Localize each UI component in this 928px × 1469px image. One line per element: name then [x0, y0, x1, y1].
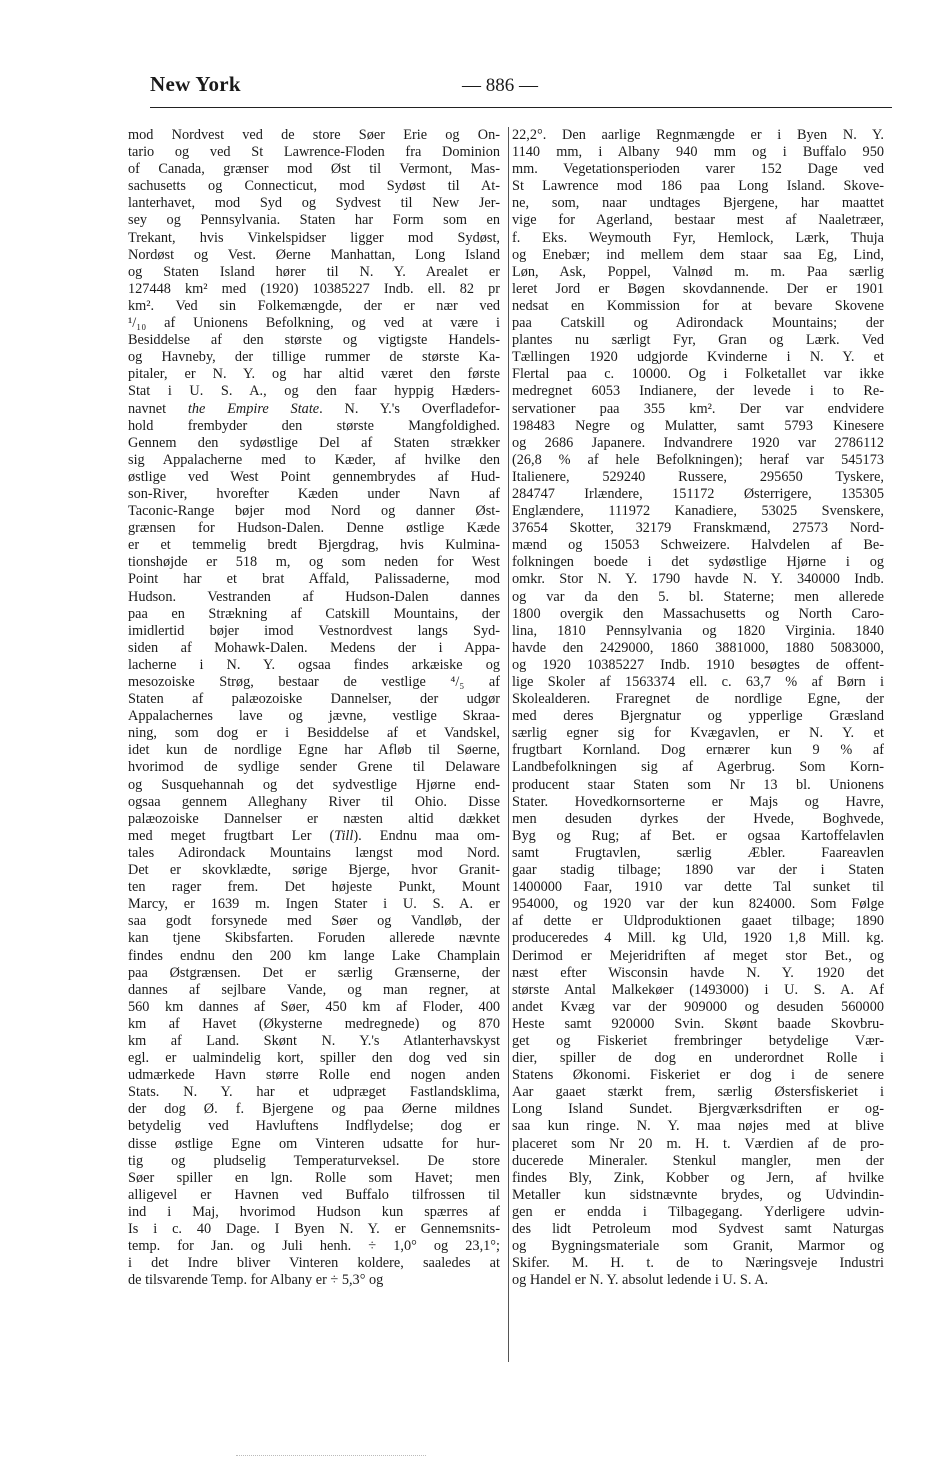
text-line: dannes af sejlbare Vande, og man regner, at: [128, 981, 500, 998]
column-divider: [508, 127, 509, 1362]
text-line: folkningen boede i det sydøstlige Hjørne i og: [512, 554, 884, 571]
text-line: ¹/₁₀ af Unionens Befolkning, og ved at være i: [128, 315, 500, 332]
text-line: Derimod er Mejeridriften af meget stor Bet., og: [512, 947, 884, 964]
footer-mark: [236, 1455, 426, 1456]
text-line: lacherne i N. Y. ogsaa findes arkæiske og: [128, 656, 500, 673]
text-line: Skolealderen. Fraregnet de nordlige Egne, der: [512, 691, 884, 708]
text-line: Løn, Ask, Poppel, Valnød m. m. Paa særlig: [512, 263, 884, 280]
page-number: — 886 —: [462, 75, 538, 96]
left-column: [128, 127, 500, 1289]
text-line: nedsat en Kommission for at bevare Skovene: [512, 297, 884, 314]
text-line: ducerede Mineraler. Stenkul mangler, men der: [512, 1152, 884, 1169]
text-line: ten rager frem. Det højeste Punkt, Mount: [128, 879, 500, 896]
text-line: ne, som, naar undtages Bjergene, har maattet: [512, 195, 884, 212]
text-line: get og Fiskeriet frembringer betydelige Vær-: [512, 1032, 884, 1049]
text-line: ogsaa gennem Alleghany River til Ohio. Disse: [128, 793, 500, 810]
text-line: østlige ved West Point gennembrydes af Hud-: [128, 468, 500, 485]
text-line: Nordøst og Vest. Øerne Manhattan, Long Island: [128, 246, 500, 263]
text-line: udmærkede Havn større Rolle end nogen anden: [128, 1067, 500, 1084]
text-line: navnet the Empire State. N. Y.'s Overfladefor-: [128, 400, 500, 417]
text-line: servationer paa 355 km². Der var endvidere: [512, 400, 884, 417]
text-line: havde den 2429000, 1860 3881000, 1880 5083000,: [512, 639, 884, 656]
text-line: Tællingen 1920 udgjorde Kvinderne i N. Y. et: [512, 349, 884, 366]
text-line: kan tjene Skibsfarten. Foruden allerede nævnte: [128, 930, 500, 947]
text-line: der dog Ø. f. Bjergene og paa Øerne mildnes: [128, 1101, 500, 1118]
text-line: (26,8 % af hele Befolkningen); heraf var 545173: [512, 451, 884, 468]
text-line: og Staten Island hører til N. Y. Arealet er: [128, 263, 500, 280]
text-line: særlig egner sig for Kvægavlen, er N. Y. et: [512, 725, 884, 742]
text-line: vige for Agerland, bestaar mest af Naaletræer,: [512, 212, 884, 229]
text-line: of Canada, grænser mod Øst til Vermont, Mas-: [128, 161, 500, 178]
text-line: samt Frugtavlen, særlig Æbler. Faareavlen: [512, 844, 884, 861]
text-line: og Havneby, der tillige rummer de største Ka-: [128, 349, 500, 366]
text-line: tionshøjde er 518 m, og som neden for West: [128, 554, 500, 571]
text-line: Skifer. M. H. t. de to Næringsveje Industri: [512, 1255, 884, 1272]
text-line: Appalachernes lave og jævne, vestlige Skraa-: [128, 708, 500, 725]
text-line: disse østlige Egne om Vinteren udsatte for hur-: [128, 1135, 500, 1152]
text-line: Englændere, 111972 Kanadiere, 53025 Svenskere,: [512, 503, 884, 520]
text-line: placeret som Nr 20 m. H. t. Værdien af de pro-: [512, 1135, 884, 1152]
text-line: St Lawrence mod 186 paa Long Island. Skove-: [512, 178, 884, 195]
text-line: saa godt forsynede med Søer og Vandløb, der: [128, 913, 500, 930]
text-line: 284747 Irlændere, 151172 Østerrigere, 135305: [512, 485, 884, 502]
text-line: grænsen for Hudson-Dalen. Denne østlige Kæde: [128, 520, 500, 537]
header-rule: [150, 107, 892, 108]
text-line: og Handel er N. Y. absolut ledende i U. S. A.: [512, 1272, 769, 1289]
page-header: [150, 72, 890, 102]
text-line: Flertal paa c. 10000. Og i Folketallet var ikke: [512, 366, 884, 383]
text-line: temp. for Jan. og Juli henh. ÷ 1,0° og 23,1°;: [128, 1238, 500, 1255]
text-line: Aar gaaet stærkt frem, særlig Østersfiskeriet i: [512, 1084, 884, 1101]
text-line: omkr. Stor N. Y. 1790 havde N. Y. 340000 Indb.: [512, 571, 884, 588]
text-line: største Antal Malkekøer (1493000) i U. S. A. Af: [512, 981, 884, 998]
text-line: lanterhavet, mod Syd og Sydvest til New Jer-: [128, 195, 500, 212]
text-line: 1400000 Faar, 1910 var dette Tal sunket til: [512, 879, 884, 896]
running-head: New York: [150, 72, 241, 96]
text-line: Hudson. Vestranden af Hudson-Dalen dannes: [128, 588, 500, 605]
text-line: Metaller kun sidstnævnte brydes, og Udvindin-: [512, 1186, 884, 1203]
text-line: Is i c. 40 Dage. I Byen N. Y. er Gennemsnits-: [128, 1221, 500, 1237]
text-line: 198483 Negre og Mulatter, samt 5793 Kinesere: [512, 417, 884, 434]
text-line: paa en Strækning af Catskill Mountains, der: [128, 605, 500, 622]
text-line: des lidt Petroleum mod Sydvest samt Naturgas: [512, 1221, 884, 1237]
text-line: med deres Bjergnatur og ypperlige Græsland: [512, 708, 884, 725]
text-line: Long Island Sundet. Bjergværksdriften er og-: [512, 1101, 884, 1118]
text-line: paa Østgrænsen. Det er særlig Grænserne, der: [128, 964, 500, 981]
text-line: og Susquehannah og det sydvestlige Hjørne end-: [128, 776, 500, 793]
text-line: findes endnu den 200 km lange Lake Champlain: [128, 947, 500, 964]
text-line: km². Ved sin Folkemængde, der er nær ved: [128, 297, 500, 314]
text-line: siden af Mohawk-Dalen. Medens der i Appa-: [128, 639, 500, 656]
text-line: plantes nu særligt Fyr, Gran og Lærk. Ved: [512, 332, 884, 349]
text-line: dier, spiller de dog en underordnet Rolle i: [512, 1050, 884, 1067]
text-line: Trekant, hvis Vinkelspidser ligger mod Sydøst,: [128, 229, 500, 246]
text-line: og 1920 10385227 Indb. 1910 besøgtes de offent-: [512, 656, 884, 673]
text-line: Marcy, er 1639 m. Ingen Stater i U. S. A. er: [128, 896, 500, 913]
text-line: mænd og 15053 Schweizere. Halvdelen af Be-: [512, 537, 884, 554]
text-line: 37654 Skotter, 32179 Franskmænd, 27573 Nord-: [512, 520, 884, 537]
text-line: pitaler, er N. Y. og har altid været den første: [128, 366, 500, 383]
text-line: Gennem den sydøstlige Del af Staten strækker: [128, 434, 500, 451]
text-line: alligevel er Havnen ved Buffalo tilfrossen til: [128, 1186, 500, 1203]
text-line: 954000, og 1920 var der kun 824000. Som Følge: [512, 896, 884, 913]
text-line: leret Jord er Bøgen skovdannende. Der er 1901: [512, 280, 884, 297]
text-line: medregnet 6053 Indianere, der levede i to Re-: [512, 383, 884, 400]
text-line: km af Havet (Økysterne medregnede) og 870: [128, 1015, 500, 1032]
text-line: 560 km dannes af Søer, 450 km af Floder, 400: [128, 998, 500, 1015]
text-line: og Enebær; ind mellem dem staar saa Eg, Lind,: [512, 246, 884, 263]
text-line: ning, som dog er i Besiddelse af et Vandskel,: [128, 725, 500, 742]
text-line: producent staar Staten som Nr 13 bl. Unionens: [512, 776, 884, 793]
text-line: Taconic-Range bøjer mod Nord og danner Øst-: [128, 503, 500, 520]
text-line: frugtbart Kornland. Dog ernærer kun 9 % af: [512, 742, 884, 759]
text-line: egl. er ualmindelig kort, spiller den dog ved sin: [128, 1050, 500, 1067]
text-line: er et temmelig bredt Bjergdrag, hvis Kulmina-: [128, 537, 500, 554]
text-line: Heste samt 920000 Svin. Skønt baade Skovbru-: [512, 1015, 884, 1032]
text-line: Landbefolkningen sig af Agerbrug. Som Korn-: [512, 759, 884, 776]
text-line: og Bygningsmateriale som Granit, Marmor og: [512, 1238, 884, 1255]
text-line: af dette er Uldproduktionen gaaet tilbage; 1890: [512, 913, 884, 930]
text-line: Italienere, 529240 Russere, 295650 Tyskere,: [512, 468, 884, 485]
text-line: mm. Vegetationsperioden varer 152 Dage ved: [512, 161, 884, 178]
text-line: Søer spiller en lgn. Rolle som Havet; men: [128, 1169, 500, 1186]
text-line: palæozoiske Dannelser er næsten altid dækket: [128, 810, 500, 827]
right-column: [512, 127, 884, 1289]
text-line: f. Eks. Weymouth Fyr, Hemlock, Lærk, Thuja: [512, 229, 884, 246]
text-line: tales Adirondack Mountains længst mod Nord.: [128, 844, 500, 861]
text-line: Point har et brat Affald, Palissaderne, mod: [128, 571, 500, 588]
text-line: gen er endda i Tilbagegang. Yderligere udvin-: [512, 1203, 884, 1220]
text-line: imidlertid bøjer imod Vestnordvest langs Syd-: [128, 622, 500, 639]
text-line: i det Indre bliver Vinteren koldere, saaledes at: [128, 1255, 500, 1272]
text-line: Statens Økonomi. Fiskeriet er dog i de senere: [512, 1067, 884, 1084]
text-line: 22,2°. Den aarlige Regnmængde er i Byen N. Y.: [512, 127, 884, 143]
text-line: idet kun de nordlige Egne har Afløb til Søerne,: [128, 742, 500, 759]
text-line: son-River, hvorefter Kæden under Navn af: [128, 485, 500, 502]
text-line: saa kun ringe. N. Y. maa nøjes med at blive: [512, 1118, 884, 1135]
text-line: med meget frugtbart Ler (Till). Endnu maa om-: [128, 827, 500, 844]
text-line: lige Skoler af 1563374 ell. c. 63,7 % af Børn i: [512, 674, 884, 690]
text-line: km af Land. Skønt N. Y.'s Atlanterhavskyst: [128, 1032, 500, 1049]
text-line: tario og ved St Lawrence-Floden fra Dominion: [128, 144, 500, 161]
text-line: 127448 km² med (1920) 10385227 Indb. ell. 82 pr: [128, 280, 500, 297]
text-line: men desuden dyrkes der Hvede, Boghvede,: [512, 810, 884, 827]
text-line: 1800 overgik den Massachusetts og North Caro-: [512, 605, 884, 622]
text-line: Besiddelse af den største og vigtigste Handels-: [128, 332, 500, 349]
text-line: hvorimod de sydlige sender Grene til Delaware: [128, 759, 500, 776]
text-line: andet Kvæg var der 909000 og desuden 560000: [512, 998, 884, 1015]
text-line: produceredes 4 Mill. kg Uld, 1920 1,8 Mill. kg.: [512, 930, 884, 947]
text-line: sachusetts og Connecticut, mod Sydøst til At-: [128, 178, 500, 195]
text-line: og var da den 5. bl. Staterne; men allerede: [512, 588, 884, 605]
text-line: hold frembyder den største Mangfoldighed.: [128, 417, 500, 434]
text-line: Byg og Rug; af Bet. er ogsaa Kartoffelavlen: [512, 827, 884, 844]
text-line: findes Bly, Zink, Kobber og Jern, af hvilke: [512, 1169, 884, 1186]
text-line: Stats. N. Y. har et udpræget Fastlandsklima,: [128, 1084, 500, 1101]
text-line: mod Nordvest ved de store Søer Erie og On-: [128, 127, 500, 143]
text-line: 1140 mm, i Albany 940 mm og i Buffalo 950: [512, 144, 884, 161]
text-line: paa Catskill og Adirondack Mountains; der: [512, 315, 884, 332]
text-line: og 2686 Japanere. Indvandrere 1920 var 2786112: [512, 434, 884, 451]
text-line: Stater. Hovedkornsorterne er Majs og Havre,: [512, 793, 884, 810]
text-line: sey og Pennsylvania. Staten har Form som en: [128, 212, 500, 229]
text-line: lina, 1810 Pennsylvania og 1820 Virginia. 1840: [512, 622, 884, 639]
text-line: Staten af palæozoiske Dannelser, der udgør: [128, 691, 500, 708]
text-line: de tilsvarende Temp. for Albany er ÷ 5,3° og: [128, 1272, 384, 1289]
text-line: sig Appalacherne med to Kæder, af hvilke den: [128, 451, 500, 468]
text-line: betydelig ved Havluftens Indflydelse; dog er: [128, 1118, 500, 1135]
text-line: gaar stadig tilbage; 1890 var der i Staten: [512, 862, 884, 879]
text-line: Det er skovklædte, sørige Bjerge, hvor Granit-: [128, 862, 500, 879]
text-line: ind i Maj, hvorimod Hudson kun spærres af: [128, 1203, 500, 1220]
text-line: mesozoiske Strøg, bestaar de vestlige ⁴/₅ af: [128, 674, 500, 690]
text-line: næst efter Wisconsin havde N. Y. 1920 det: [512, 964, 884, 981]
text-line: tig og pludselig Temperaturveksel. De store: [128, 1152, 500, 1169]
text-line: Stat i U. S. A., og den faar hyppig Hæders-: [128, 383, 500, 400]
